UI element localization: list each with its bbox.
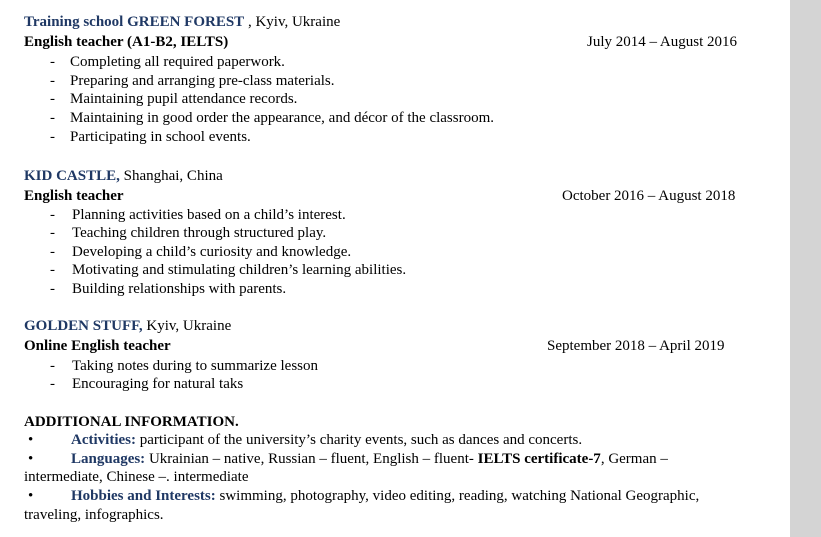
viewer-scrollbar[interactable] [790, 0, 821, 537]
job-3-header [24, 317, 231, 335]
job-1-header [24, 13, 340, 31]
job-1-location: , Kyiv, Ukraine [244, 14, 341, 30]
job-3-employer: GOLDEN STUFF, [24, 318, 143, 334]
job-2-role: English teacher [24, 188, 124, 204]
bullet-icon: • [28, 432, 34, 448]
job-3-dates: September 2018 – April 2019 [547, 338, 725, 354]
job-1-role: English teacher (A1-B2, IELTS) [24, 34, 229, 50]
bullet-icon: • [28, 451, 34, 467]
job-3-location: Kyiv, Ukraine [142, 318, 232, 334]
activities-text: participant of the university’s charity events, such as dances and concerts. [135, 432, 583, 448]
languages-text-continued: intermediate, Chinese –. intermediate [24, 469, 249, 485]
job-2-header [24, 167, 223, 185]
hobbies-text: swimming, photography, video editing, reading, watching National Geographic, [215, 488, 700, 504]
job-3-role: Online English teacher [24, 338, 171, 354]
job-2-dates: October 2016 – August 2018 [562, 188, 736, 204]
activities-label: Activities: [71, 432, 136, 448]
languages-label: Languages: [71, 451, 146, 467]
ielts-certificate: IELTS certificate-7 [477, 451, 601, 467]
job-2-location: Shanghai, China [119, 168, 223, 184]
languages-text-2: , German – [600, 451, 668, 467]
additional-info-heading: ADDITIONAL INFORMATION. [24, 414, 239, 430]
job-1-employer: Training school GREEN FOREST [24, 14, 245, 30]
languages-text: Ukrainian – native, Russian – fluent, English – fluent- [145, 451, 478, 467]
bullet-icon: • [28, 488, 34, 504]
hobbies-label: Hobbies and Interests: [71, 488, 216, 504]
job-1-dates: July 2014 – August 2016 [587, 34, 738, 50]
job-2-employer: KID CASTLE, [24, 168, 120, 184]
hobbies-text-continued: traveling, infographics. [24, 507, 164, 523]
resume-page: Training school GREEN FOREST , Kyiv, Ukraine English teacher (A1-B2, IELTS) July 2014 – August 2016 - Completing all required paperwork. - Preparing and arranging pre-class materials. - Maintaining pupil attendance records. - Maintaining in good order the appearance, and décor of the classroom. - Participating in school events. KID CASTLE, Shanghai, China English teacher October 2016 – August 2018 - Planning activities based on a child’s interest. - Teaching children through structured play. - Developing a child’s curiosity and knowledge. - Motivating and stimulating children’s learning abilities. - Building relationships with parents. GOLDEN STUFF, Kyiv, Ukraine Online English teacher September 2018 – April 2019 - Taking notes during to summarize lesson - Encouraging for natural taks ADDITIONAL INFORMATION. • Activities: participant of the university’s charity events, such as dances and concerts. • Languages: Ukrainian – native, Russian – fluent, English – fluent- IELTS certificate-7, German – intermediate, Chinese –. intermediate • Hobbies and Interests: swimming, photography, video editing, reading, watching National Geographic, traveling, infographics. [0, 0, 790, 537]
